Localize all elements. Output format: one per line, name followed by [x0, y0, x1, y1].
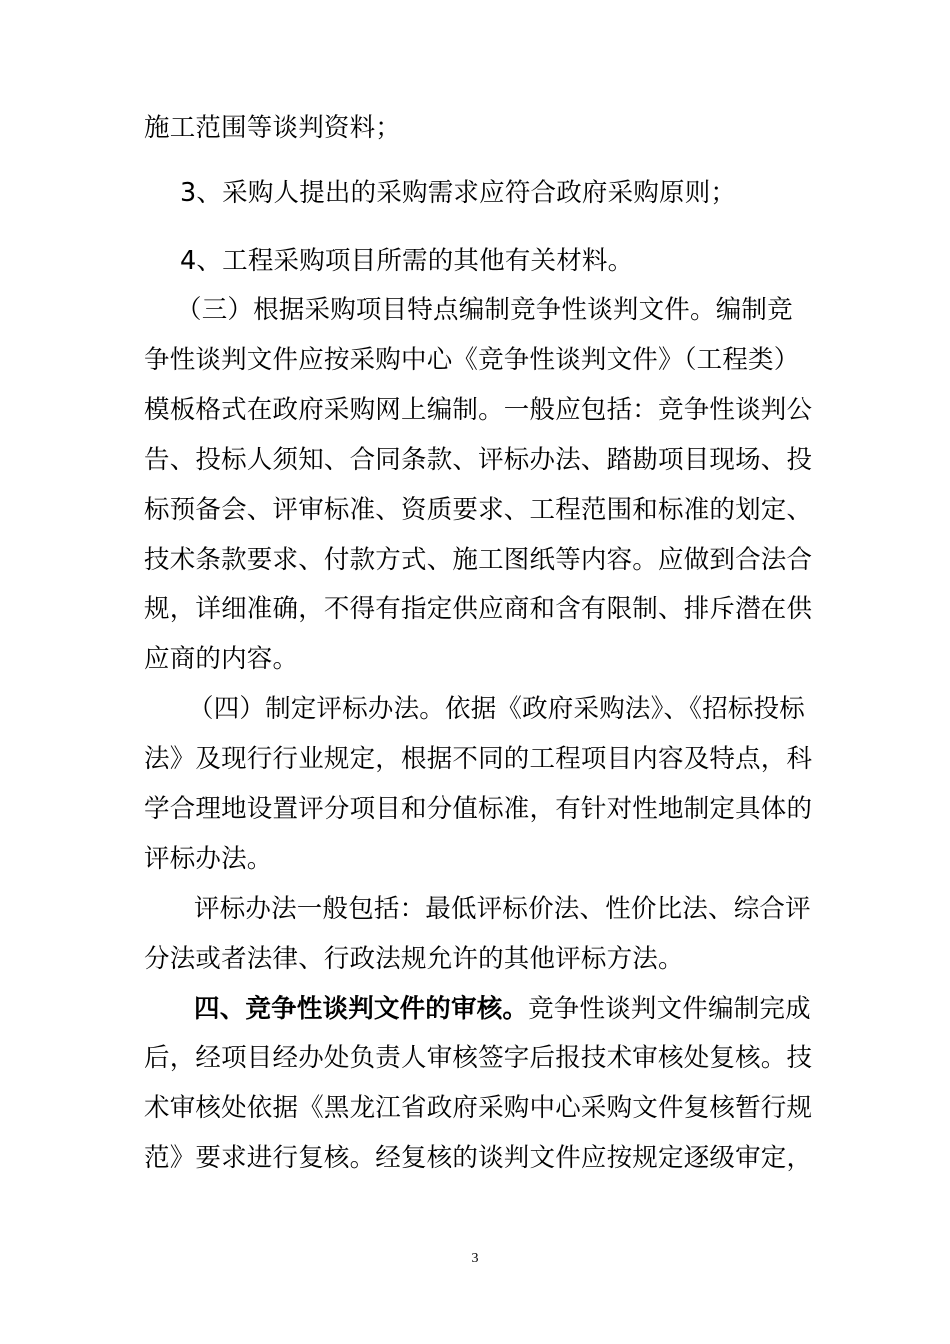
text-line: 施工范围等谈判资料； — [144, 113, 402, 143]
text-line: 4、工程采购项目所需的其他有关材料。 — [180, 246, 634, 276]
text-line: 告、投标人须知、合同条款、评标办法、踏勘项目现场、投 — [144, 445, 813, 475]
text-line: 标预备会、评审标准、资质要求、工程范围和标准的划定、 — [144, 495, 813, 525]
text-line: 模板格式在政府采购网上编制。一般应包括：竞争性谈判公 — [144, 395, 813, 425]
text-line: 评标办法。 — [144, 844, 273, 874]
text-line: 法》及现行行业规定，根据不同的工程项目内容及特点，科 — [144, 744, 813, 774]
text-line — [194, 993, 864, 1025]
text-line: 术审核处依据《黑龙江省政府采购中心采购文件复核暂行规 — [144, 1093, 813, 1123]
text-line: （四）制定评标办法。依据《政府采购法》、《招标投标 — [188, 694, 806, 724]
section-heading: 四、竞争性谈判文件的审核。 — [194, 994, 529, 1024]
text-line: （三）根据采购项目特点编制竞争性谈判文件。编制竞 — [176, 295, 793, 325]
text-line: 应商的内容。 — [144, 644, 299, 674]
text-line: 争性谈判文件应按采购中心《竞争性谈判文件》（工程类） — [144, 345, 800, 375]
text-line: 分法或者法律、行政法规允许的其他评标方法。 — [144, 944, 684, 974]
text-line: 学合理地设置评分项目和分值标准，有针对性地制定具体的 — [144, 794, 813, 824]
text-line: 后，经项目经办处负责人审核签字后报技术审核处复核。技 — [144, 1043, 813, 1073]
text-line: 评标办法一般包括：最低评标价法、性价比法、综合评 — [194, 894, 811, 924]
text-span: 竞争性谈判文件编制完成 — [528, 994, 811, 1024]
text-line: 范》要求进行复核。经复核的谈判文件应按规定逐级审定， — [144, 1143, 813, 1173]
page-number: 3 — [471, 1251, 479, 1266]
text-line: 规，详细准确，不得有指定供应商和含有限制、排斥潜在供 — [144, 594, 813, 624]
text-line: 技术条款要求、付款方式、施工图纸等内容。应做到合法合 — [144, 545, 813, 575]
text-line: 3、采购人提出的采购需求应符合政府采购原则； — [180, 178, 737, 208]
